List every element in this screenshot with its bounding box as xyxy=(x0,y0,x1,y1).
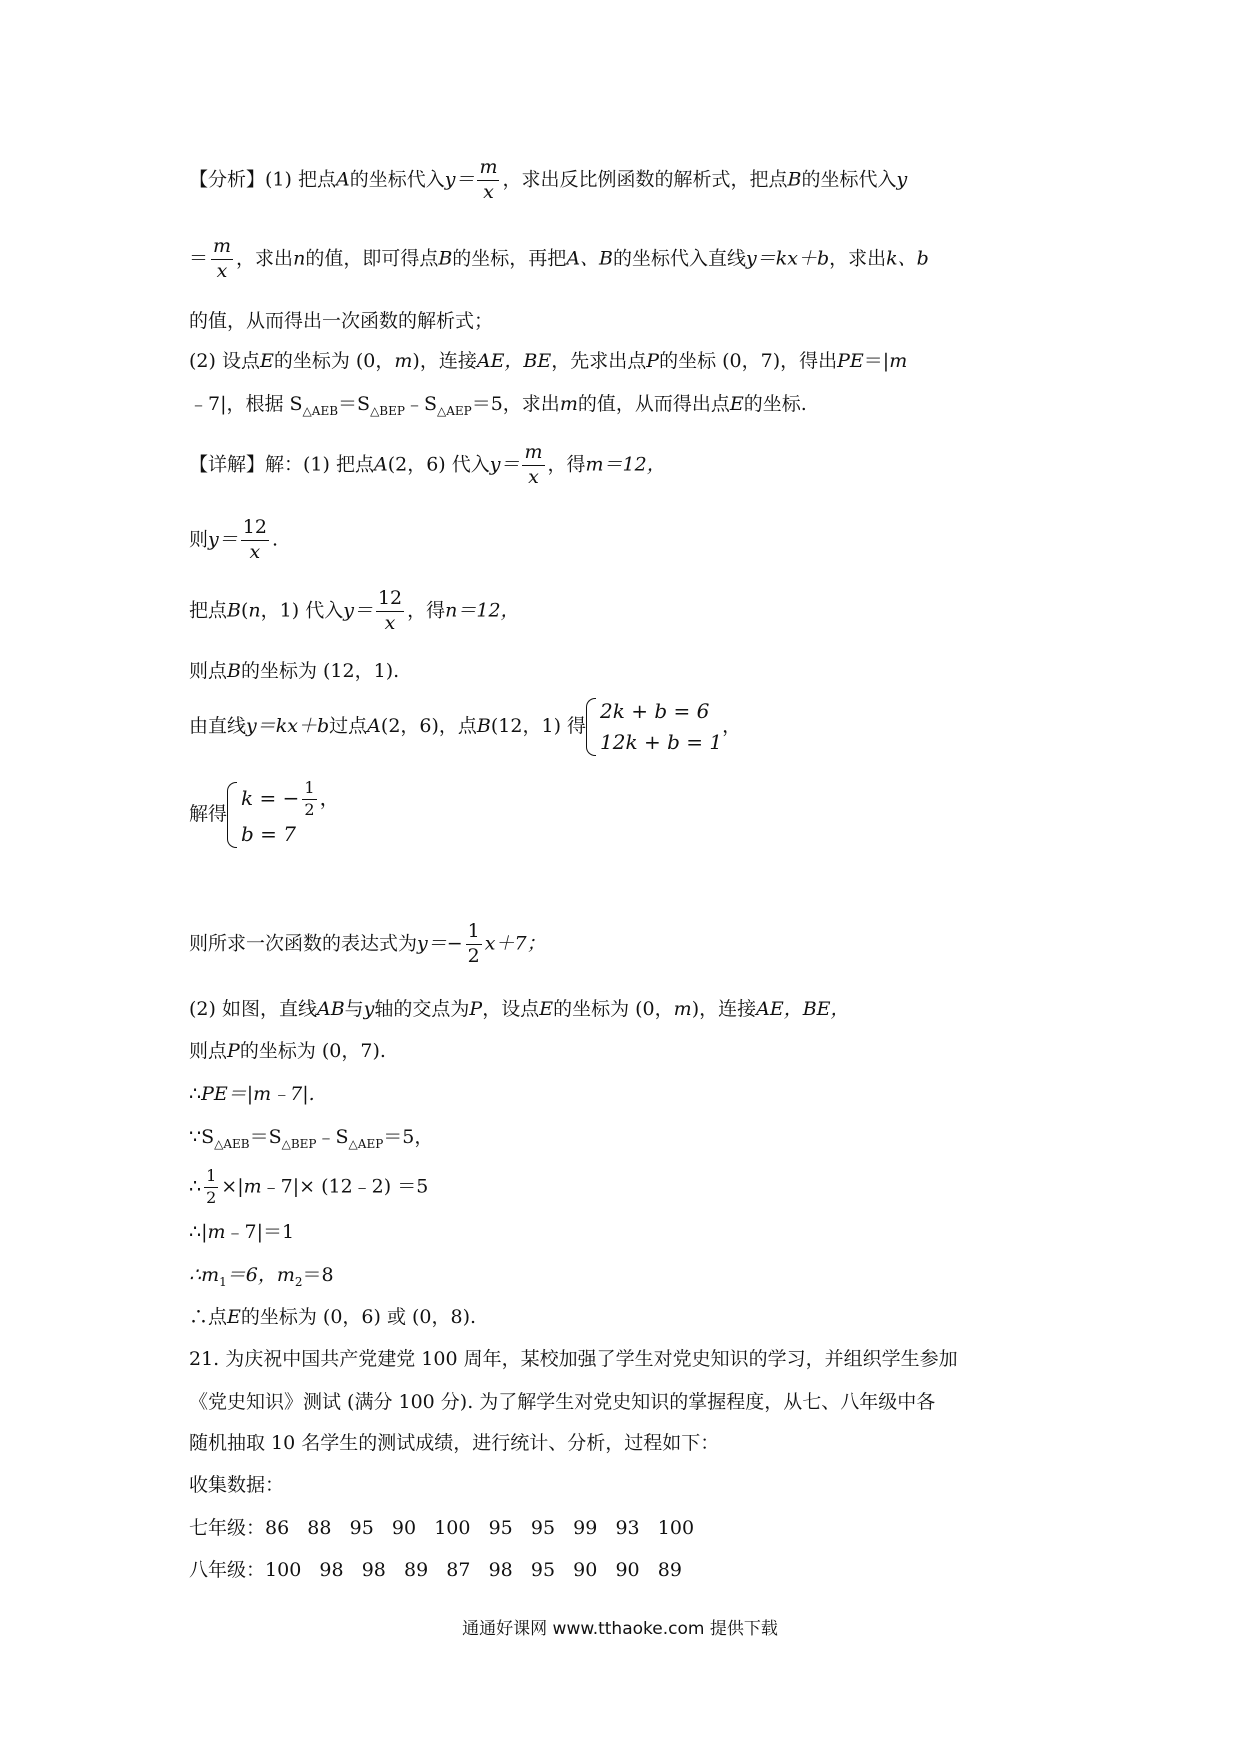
solution-line-9 xyxy=(189,1042,386,1061)
denominator: x xyxy=(384,611,396,634)
var: PE xyxy=(837,350,864,372)
text: 的坐标为 (0，6) 或 (0，8). xyxy=(240,1306,477,1328)
numerator: 1 xyxy=(466,922,482,945)
var: P xyxy=(227,1040,240,1062)
text: 的坐标代入 xyxy=(801,168,897,191)
solution-line-10 xyxy=(189,1085,315,1104)
text: ∴点 xyxy=(189,1306,228,1328)
numerator: m xyxy=(522,443,544,466)
text: 的坐标为 (0， xyxy=(553,998,674,1020)
text: 则所求一次函数的表达式为 xyxy=(189,932,418,955)
page-footer: 通通好课网 www.tthaoke.com 提供下载 xyxy=(462,1619,778,1639)
text: ＝| xyxy=(863,350,890,372)
var: y xyxy=(896,168,908,191)
text: ，得 xyxy=(547,453,586,476)
var: m xyxy=(673,998,692,1020)
var: y xyxy=(363,998,375,1020)
subscript: △BEP xyxy=(370,403,405,418)
question-21-line-3: 随机抽取 10 名学生的测试成绩，进行统计、分析，过程如下： xyxy=(189,1432,720,1454)
text: ﹣7|，根据 S xyxy=(189,393,303,415)
fraction xyxy=(477,158,499,203)
var: m＝12， xyxy=(585,453,666,476)
var: AB xyxy=(316,998,345,1020)
var: y＝ xyxy=(489,453,520,476)
text: 的坐标 (0，7)，得出 xyxy=(659,350,838,372)
subscript: △BEP xyxy=(281,1136,317,1151)
denominator: 2 xyxy=(206,1187,217,1207)
fraction xyxy=(211,237,233,282)
subscript: △AEB xyxy=(302,403,339,418)
text: )，连接 xyxy=(691,998,757,1020)
var: B xyxy=(227,599,241,622)
analysis-line-2 xyxy=(189,237,929,282)
solution-line-14 xyxy=(189,1266,334,1288)
text: ，1) 代入 xyxy=(260,599,344,622)
numerator: m xyxy=(477,158,499,181)
var: B xyxy=(438,247,453,270)
solution-line-6 xyxy=(189,780,340,850)
text: ﹣7|＝1 xyxy=(225,1221,295,1243)
text: ，求出 xyxy=(236,247,294,270)
var: E xyxy=(539,998,554,1020)
solution-line-8 xyxy=(189,1000,850,1019)
text: 的坐标代入 xyxy=(349,168,445,191)
text: 的坐标. xyxy=(743,393,807,415)
subscript: 2 xyxy=(294,1274,303,1289)
text: 的值，从而得出点 xyxy=(577,393,730,415)
var: m xyxy=(207,1221,226,1243)
text: ＝5，求出 xyxy=(471,393,560,415)
text: ，求出 xyxy=(829,247,887,270)
text: ﹣S xyxy=(404,393,437,415)
solution-line-3 xyxy=(189,589,520,634)
numerator: 12 xyxy=(376,589,404,612)
fraction xyxy=(241,518,269,563)
fraction xyxy=(522,443,544,488)
denominator: 2 xyxy=(304,799,315,819)
numerator: 12 xyxy=(241,518,269,541)
solution-line-1 xyxy=(189,443,666,488)
text: 把点 xyxy=(189,599,228,622)
analysis-line-1 xyxy=(189,158,907,203)
therefore-symbol: ∴ xyxy=(189,1083,202,1105)
var: E xyxy=(729,393,744,415)
subscript: △AEP xyxy=(348,1136,384,1151)
text: ∵S xyxy=(189,1126,215,1148)
question-21-line-1: 21. 为庆祝中国共产党建党 100 周年，某校加强了学生对党史知识的学习，并组织学生参加 xyxy=(189,1348,958,1370)
text: 轴的交点为 xyxy=(374,998,470,1020)
equation-row: 2k + b = 6 xyxy=(600,699,710,723)
text: 过点 xyxy=(329,715,368,737)
solution-line-5 xyxy=(189,696,741,758)
text: ＝8 xyxy=(302,1264,334,1286)
solution-line-15 xyxy=(189,1308,476,1327)
solution-line-13 xyxy=(189,1223,294,1242)
text: ，求出反比例函数的解析式，把点 xyxy=(502,168,788,191)
var: P xyxy=(469,998,483,1020)
text: ∴| xyxy=(189,1221,208,1243)
subscript: △AEP xyxy=(436,403,472,418)
var: PE＝|m﹣7|. xyxy=(201,1083,315,1105)
grade7-scores: 86 88 95 90 100 95 95 99 93 100 xyxy=(265,1517,695,1539)
var: AE，BE xyxy=(476,350,552,372)
text: (2) 设点 xyxy=(189,350,260,372)
var: A、B xyxy=(566,247,613,270)
var: P xyxy=(646,350,660,372)
text: 解得 xyxy=(189,802,228,825)
var: n xyxy=(293,247,306,270)
numerator: m xyxy=(211,237,233,260)
var: A xyxy=(373,453,388,476)
text: (2，6) 代入 xyxy=(387,453,490,476)
text: ( xyxy=(240,599,249,622)
grade7-label: 七年级： xyxy=(189,1517,266,1539)
grade8-data-line xyxy=(189,1561,682,1580)
text: ，得 xyxy=(407,599,446,622)
fraction xyxy=(376,589,404,634)
denominator: x xyxy=(249,540,261,563)
var: A xyxy=(335,168,350,191)
grade7-data-line xyxy=(189,1519,694,1538)
grade8-scores: 100 98 98 89 87 98 95 90 90 89 xyxy=(265,1559,682,1581)
var: A xyxy=(367,715,381,737)
fraction xyxy=(466,922,482,967)
text: 与 xyxy=(344,998,364,1020)
text: 的坐标为 (0，7). xyxy=(239,1040,386,1062)
text: ＝ xyxy=(189,247,209,270)
var: m xyxy=(394,350,413,372)
var: B xyxy=(476,715,491,737)
text: k = − xyxy=(241,785,300,810)
analysis-line-3: 的值，从而得出一次函数的解析式； xyxy=(189,310,494,332)
grade8-label: 八年级： xyxy=(189,1559,266,1581)
var: E xyxy=(259,350,274,372)
var: y＝ xyxy=(208,528,238,551)
var: x＋7； xyxy=(484,932,546,955)
text: 【详解】解：(1) 把点 xyxy=(189,453,374,476)
text: ， xyxy=(319,785,340,810)
var: y＝kx＋b xyxy=(246,715,330,737)
var: AE，BE， xyxy=(756,998,850,1020)
var: k、b xyxy=(886,247,929,270)
denominator: x xyxy=(528,465,539,488)
text: ，先求出点 xyxy=(551,350,647,372)
equation-system xyxy=(586,696,722,758)
text: 的坐标为 (12，1). xyxy=(240,660,400,682)
text: )，连接 xyxy=(412,350,477,372)
var: B xyxy=(227,660,241,682)
equation-row xyxy=(241,780,340,819)
text: ，设点 xyxy=(482,998,540,1020)
text: ∴m xyxy=(189,1264,220,1286)
var: E xyxy=(227,1306,241,1328)
text: 的值，即可得点 xyxy=(305,247,439,270)
solution-line-11 xyxy=(189,1128,433,1150)
numerator: 1 xyxy=(302,780,316,800)
denominator: 2 xyxy=(467,944,480,967)
question-21-line-4: 收集数据： xyxy=(189,1474,285,1496)
text: 则 xyxy=(189,528,209,551)
text: 由直线 xyxy=(189,715,247,737)
text: ＝S xyxy=(338,393,371,415)
text: . xyxy=(271,528,278,551)
solution-line-12 xyxy=(189,1168,428,1207)
equation-system xyxy=(227,780,340,850)
var: m xyxy=(889,350,908,372)
text: ﹣S xyxy=(316,1126,349,1148)
text: 的坐标为 (0， xyxy=(273,350,395,372)
text: ＝S xyxy=(249,1126,282,1148)
text: (2，6)，点 xyxy=(380,715,477,737)
text: ×| xyxy=(221,1175,244,1198)
fraction xyxy=(302,780,316,819)
text: (2) 如图，直线 xyxy=(189,998,317,1020)
var: B xyxy=(787,168,802,191)
question-21-line-2: 《党史知识》测试 (满分 100 分). 为了解学生对党史知识的掌握程度，从七、八年级中各 xyxy=(189,1391,936,1413)
var: n＝12， xyxy=(445,599,520,622)
text: ＝5， xyxy=(383,1126,434,1148)
var: y＝− xyxy=(417,932,463,955)
text: 的坐标，再把 xyxy=(452,247,567,270)
var: y＝ xyxy=(343,599,373,622)
numerator: 1 xyxy=(204,1168,218,1188)
subscript: 1 xyxy=(219,1274,227,1289)
fraction xyxy=(204,1168,218,1207)
denominator: x xyxy=(483,180,494,203)
text: 则点 xyxy=(189,1040,228,1062)
var: y＝kx＋b xyxy=(746,247,830,270)
equation-row: b = 7 xyxy=(241,821,297,846)
solution-line-4 xyxy=(189,662,399,681)
equation-row: 12k + b = 1 xyxy=(600,730,723,754)
analysis-line-4 xyxy=(189,352,907,371)
solution-line-7 xyxy=(189,922,546,967)
text: ＝6，m xyxy=(226,1264,295,1286)
text: 的坐标代入直线 xyxy=(613,247,747,270)
solution-line-2 xyxy=(189,518,278,563)
text: ﹣7|× (12﹣2) ＝5 xyxy=(261,1175,429,1198)
denominator: x xyxy=(216,259,228,282)
text: ， xyxy=(722,715,742,737)
var: n xyxy=(248,599,261,622)
text: (12，1) 得 xyxy=(490,715,587,737)
text: 则点 xyxy=(189,660,228,682)
text: 【分析】(1) 把点 xyxy=(189,168,336,191)
therefore-symbol: ∴ xyxy=(189,1175,202,1198)
var: y＝ xyxy=(444,168,475,191)
analysis-line-5 xyxy=(189,395,807,417)
var: m xyxy=(243,1175,262,1198)
subscript: △AEB xyxy=(214,1136,250,1151)
var: m xyxy=(559,393,578,415)
